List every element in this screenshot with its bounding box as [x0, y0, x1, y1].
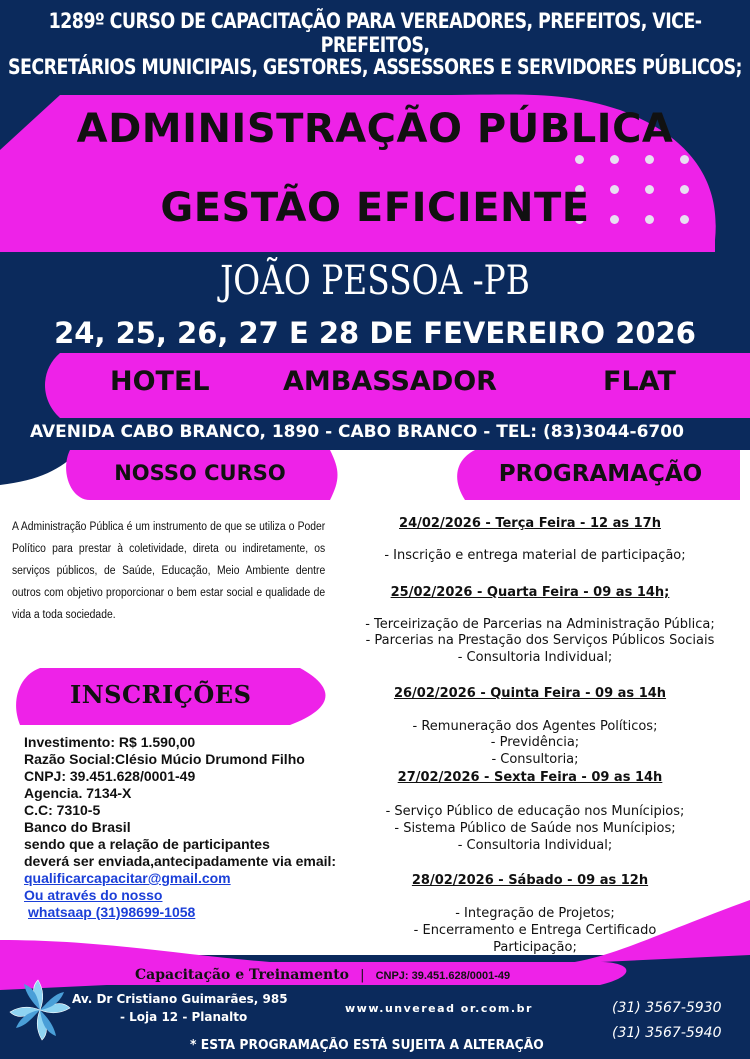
day-1-item-1: - Inscrição e entrega material de participação; [384, 548, 686, 563]
header-line-1: 1289º CURSO DE CAPACITAÇÃO PARA VEREADORES, PREFEITOS, VICE-PREFEITOS, [48, 10, 702, 58]
day-4-item-3: - Consultoria Individual; [457, 838, 613, 853]
footer-phone-2: (31) 3567-5940 [612, 1025, 722, 1041]
footer-address-1: Av. Dr Cristiano Guimarães, 985 [72, 992, 288, 1006]
venue-address: AVENIDA CABO BRANCO, 1890 - CABO BRANCO - TEL: (83)3044-6700 [30, 422, 684, 442]
city-title: JOÃO PESSOA -PB [220, 258, 530, 304]
day-4-item-2: - Sistema Público de Saúde nos Munícipios; [394, 821, 676, 836]
day-2-item-3: - Consultoria Individual; [457, 650, 613, 665]
registration-line-agency: Agencia. 7134-X [24, 785, 132, 801]
day-3-item-2: - Previdência; [490, 735, 580, 750]
day-5-heading: 28/02/2026 - Sábado - 09 as 12h [411, 873, 649, 888]
pinwheel-logo-icon [8, 978, 72, 1042]
day-3-item-3: - Consultoria; [491, 752, 579, 767]
event-dates: 24, 25, 26, 27 E 28 DE FEVEREIRO 2026 [54, 316, 696, 350]
title-line-1: ADMINISTRAÇÃO PÚBLICA [76, 106, 674, 152]
header-line-2: SECRETÁRIOS MUNICIPAIS, GESTORES, ASSESSORES E SERVIDORES PÚBLICOS; [8, 56, 742, 80]
registration-whatsapp-link[interactable]: whatsaap (31)98699-1058 [28, 904, 196, 920]
footer-phone-1: (31) 3567-5930 [612, 1000, 722, 1016]
registration-line-note-2: deverá ser enviada,antecipadamente via email: [24, 853, 337, 869]
title-line-2: GESTÃO EFICIENTE [160, 185, 590, 231]
footer-notice: * ESTA PROGRAMAÇÃO ESTÁ SUJEITA A ALTERAÇÃO [190, 1038, 544, 1053]
registration-line-note-1: sendo que a relação de participantes [24, 836, 270, 852]
day-2-heading: 25/02/2026 - Quarta Feira - 09 as 14h; [390, 585, 670, 600]
footer-website[interactable]: www.unveread or.com.br [345, 1002, 533, 1015]
registration-line-company: Razão Social:Clésio Múcio Drumond Filho [24, 751, 305, 767]
registration-details [24, 734, 364, 921]
day-5-item-2: - Encerramento e Entrega Certificado [413, 923, 657, 938]
footer-cnpj: CNPJ: 39.451.628/0001-49 [375, 970, 511, 982]
day-3-item-1: - Remuneração dos Agentes Políticos; [412, 719, 658, 734]
footer-separator: | [360, 968, 365, 983]
day-1-heading: 24/02/2026 - Terça Feira - 12 as 17h [399, 516, 661, 531]
day-4-item-1: - Serviço Público de educação nos Munícipios; [385, 804, 685, 819]
course-description: A Administração Pública é um instrumento de que se utiliza o Poder Político para prestar à coletividade, direta ou indiretamente, os serviços públicos, de Saúde, Educação, Meio Ambiente dentre outros com objetivo proporcionar o bem estar social e qualidade de vida a toda sociedade. [12, 521, 326, 621]
hotel-word-2: AMBASSADOR [283, 366, 497, 397]
registration-line-investment: Investimento: R$ 1.590,00 [24, 734, 196, 750]
registration-line-bank: Banco do Brasil [24, 819, 131, 835]
registration-or-line: Ou através do nosso [24, 887, 163, 903]
footer-address-2: - Loja 12 - Planalto [120, 1010, 248, 1024]
day-5-item-1: - Integração de Projetos; [455, 906, 615, 921]
footer-training-label: Capacitação e Treinamento [135, 967, 349, 983]
registration-line-account: C.C: 7310-5 [24, 802, 101, 818]
day-2-item-2: - Parcerias na Prestação dos Serviços Públicos Sociais [365, 633, 715, 648]
day-5-item-3: Participação; [493, 940, 577, 955]
course-heading: NOSSO CURSO [114, 461, 286, 485]
day-2-item-1: - Terceirização de Parcerias na Administração Pública; [365, 617, 715, 632]
hotel-word-3: FLAT [603, 366, 676, 397]
hotel-word-1: HOTEL [110, 366, 210, 397]
registration-line-cnpj: CNPJ: 39.451.628/0001-49 [24, 768, 196, 784]
day-3-heading: 26/02/2026 - Quinta Feira - 09 as 14h [393, 686, 667, 701]
registration-heading: INSCRIÇÕES [70, 680, 252, 709]
day-4-heading: 27/02/2026 - Sexta Feira - 09 as 14h [397, 770, 663, 785]
registration-email-link[interactable]: qualificarcapacitar@gmail.com [24, 870, 231, 886]
program-heading: PROGRAMAÇÃO [498, 461, 703, 487]
footer-training-bar [135, 964, 605, 983]
